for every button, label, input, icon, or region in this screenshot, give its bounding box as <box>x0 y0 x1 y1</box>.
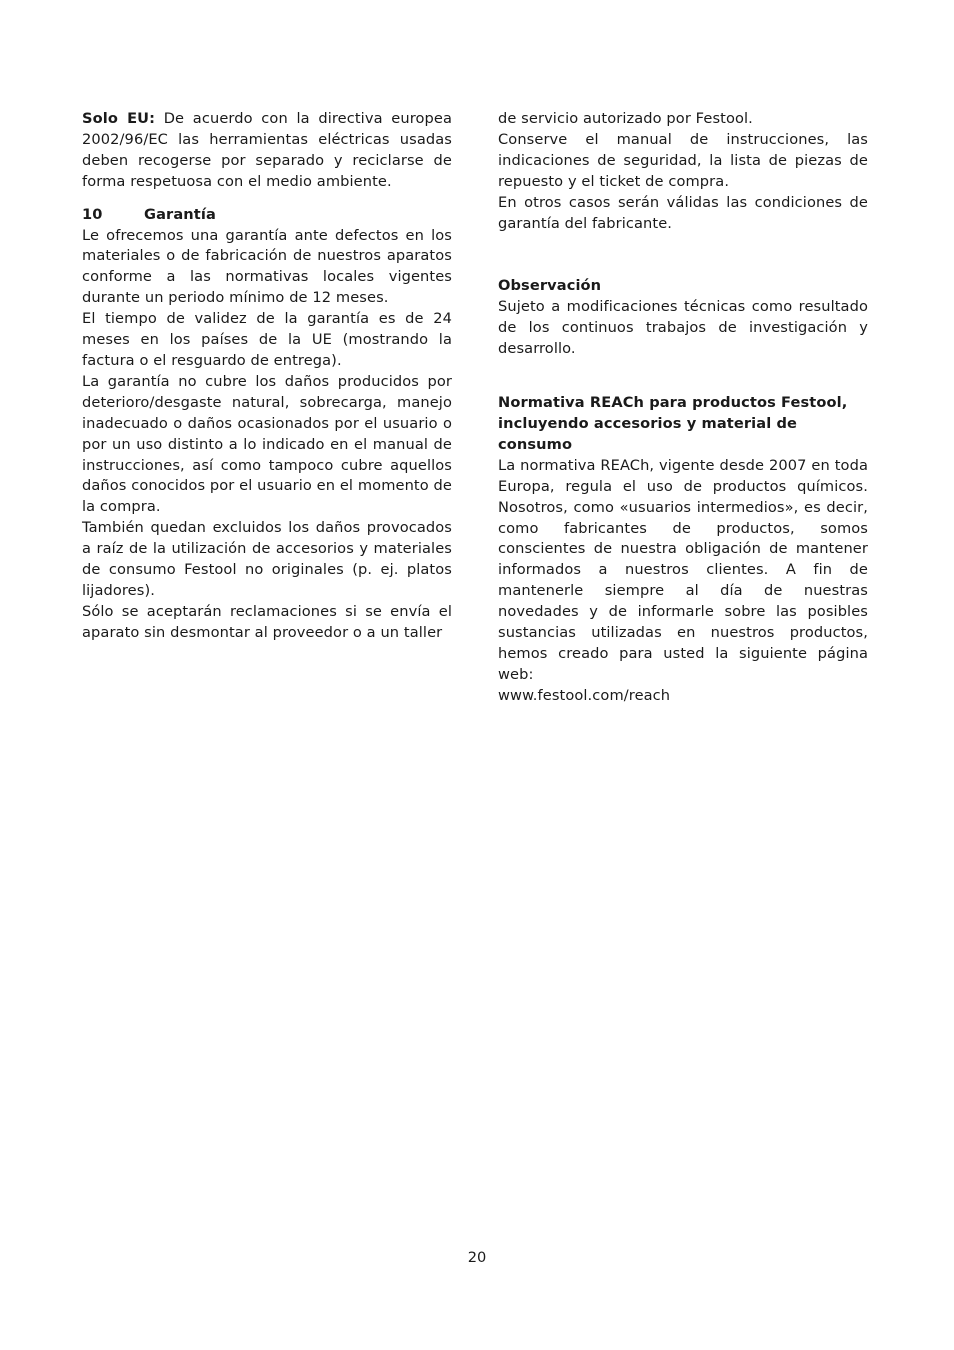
section-title: Garantía <box>144 205 216 223</box>
spacer <box>498 360 868 393</box>
warranty-paragraph-1: Le ofrecemos una garantía ante defectos en los materiales o de fabricación de nuestros aparatos conforme a las normativas locales vigentes durante un periodo mínimo de 12 meses. <box>82 226 452 307</box>
warranty-continued-1: de servicio autorizado por Festool. <box>498 110 753 127</box>
eu-label: Solo EU: <box>82 110 156 127</box>
warranty-paragraph-2: El tiempo de validez de la garantía es de 24 meses en los países de la UE (mostrando la factura o el resguardo de entrega). <box>82 310 452 369</box>
warranty-paragraph-5: Sólo se aceptarán reclamaciones si se envía el aparato sin desmontar al proveedor o a un taller <box>82 602 452 641</box>
spacer <box>498 234 868 276</box>
right-column <box>498 109 868 707</box>
note-heading: Observación <box>498 277 602 295</box>
section-number: 10 <box>82 205 103 223</box>
reach-paragraph: La normativa REACh, vigente desde 2007 en toda Europa, regula el uso de productos químicos. Nosotros, como «usuarios intermedios», es decir, como fabricantes de productos, somos conscientes de nuestra obligación de mantener informados a nuestros clientes. A fin de mantenerle siempre al día de nuestras novedades y de informarle sobre las posibles sustancias utilizadas en nuestros productos, hemos creado para usted la siguiente página web: <box>498 456 868 683</box>
warranty-paragraph-3: La garantía no cubre los daños producidos por deterioro/desgaste natural, sobrecarga, manejo inadecuado o daños ocasionados por el usuario o por un uso distinto a lo indicado en el manual de instrucciones, así como tampoco cubre aquellos daños conocidos por el usuario en el momento de la compra. <box>82 372 452 516</box>
left-column <box>82 109 452 644</box>
eu-text: De acuerdo con la directiva europea 2002/96/EC las herramientas eléctricas usadas deben recogerse por separado y reciclarse de forma respetuosa con el medio ambiente. <box>82 110 453 190</box>
reach-heading: Normativa REACh para productos Festool, incluyendo accesorios y material de consumo <box>498 394 848 453</box>
eu-disposal-paragraph <box>82 109 452 193</box>
warranty-continued-3: En otros casos serán válidas las condiciones de garantía del fabricante. <box>498 193 868 232</box>
page-number: 20 <box>467 1249 487 1266</box>
warranty-continued-2: Conserve el manual de instrucciones, las indicaciones de seguridad, la lista de piezas de repuesto y el ticket de compra. <box>498 130 868 190</box>
warranty-paragraph-4: También quedan excluidos los daños provocados a raíz de la utilización de accesorios y materiales de consumo Festool no originales (p. ej. platos lijadores). <box>82 519 452 599</box>
note-paragraph: Sujeto a modificaciones técnicas como resultado de los continuos trabajos de investigación y desarrollo. <box>498 298 868 358</box>
warranty-section-heading <box>82 205 452 226</box>
reach-url: www.festool.com/reach <box>498 686 671 704</box>
